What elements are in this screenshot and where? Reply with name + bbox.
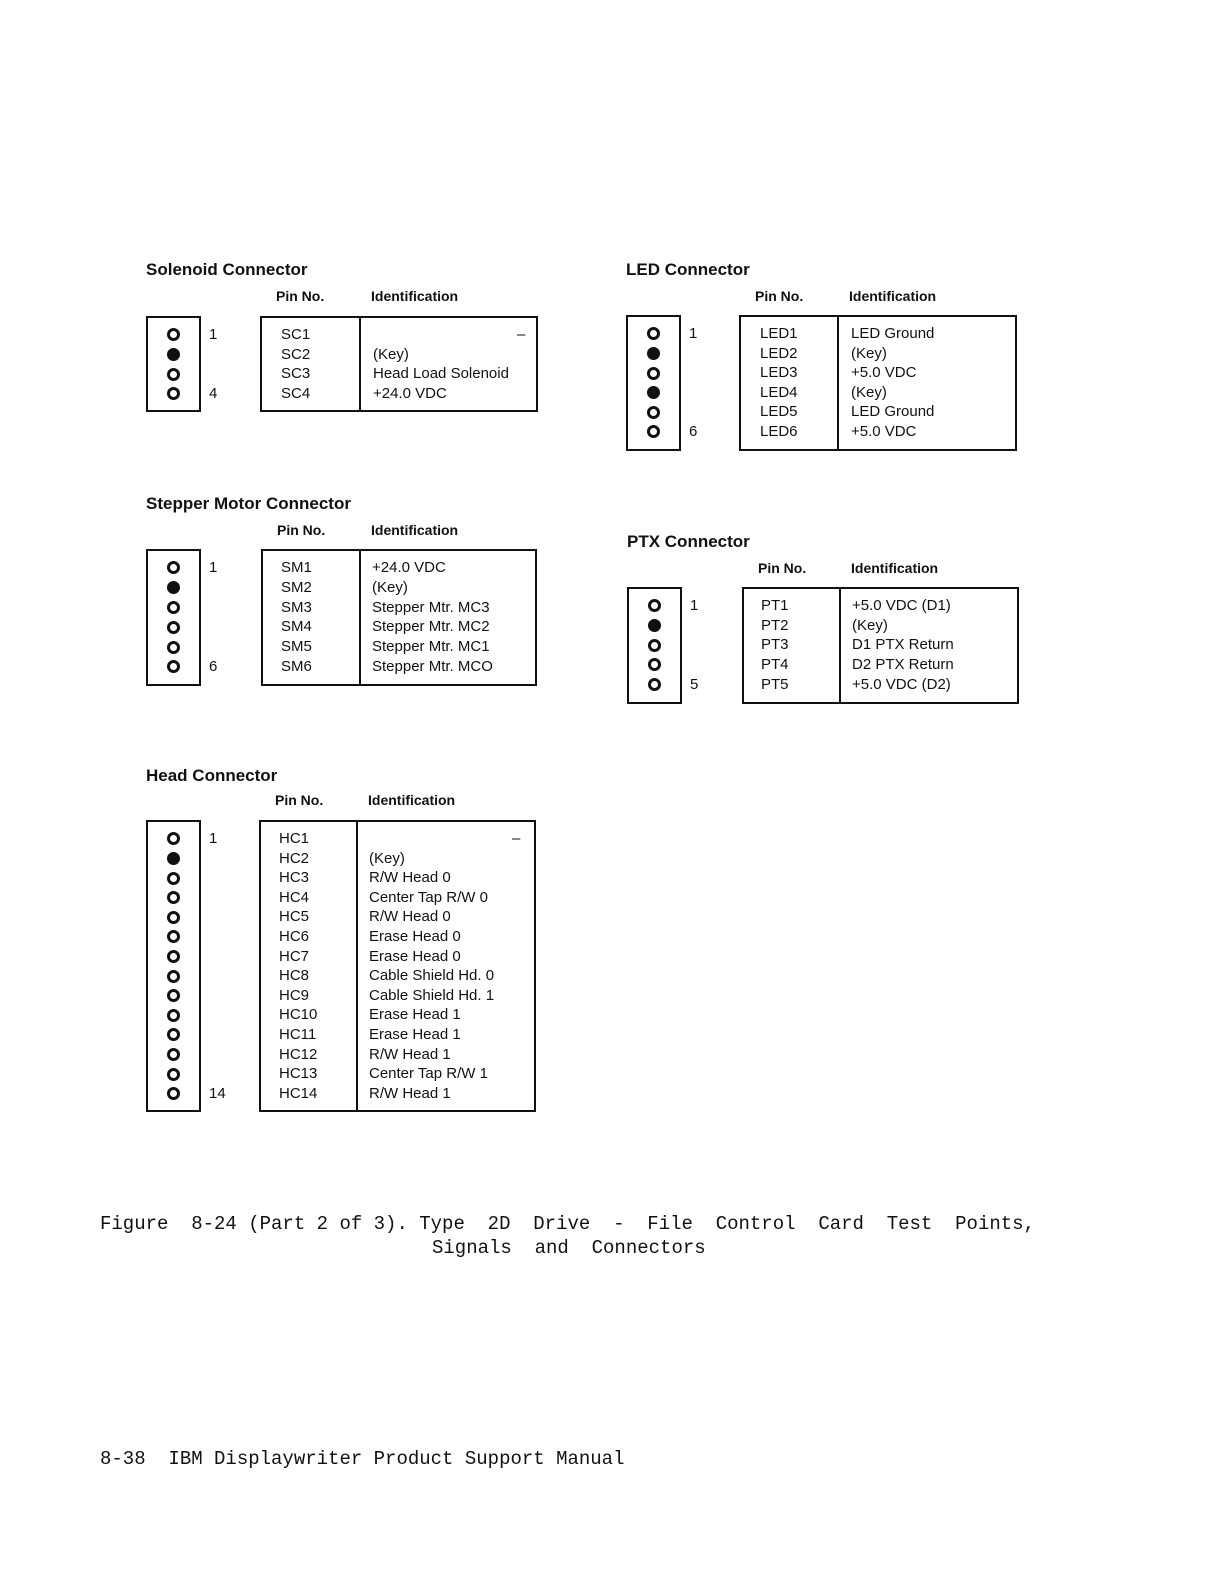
identification-cell: (Key): [369, 849, 405, 867]
column-divider: [356, 822, 358, 1110]
last-pin-number: 14: [209, 1084, 226, 1102]
identification-cell: Center Tap R/W 0: [369, 888, 488, 906]
pin-hole-icon: [167, 891, 180, 904]
connector-title: LED Connector: [626, 260, 750, 279]
pin-no-header: Pin No.: [276, 288, 325, 304]
identification-cell: +24.0 VDC: [372, 559, 446, 576]
pin-no-header: Pin No.: [277, 522, 326, 538]
identification-cell: Erase Head 1: [369, 1006, 461, 1024]
key-pin-icon: [167, 581, 180, 594]
pin-hole-icon: [648, 639, 661, 652]
pin-cell: PT3: [761, 636, 789, 654]
pin-cell: HC2: [279, 849, 310, 867]
first-pin-number: 1: [209, 830, 218, 847]
stepper-motor-connector: [146, 494, 546, 694]
pin-cell: HC6: [279, 928, 310, 945]
identification-cell: Erase Head 0: [369, 947, 461, 965]
column-divider: [359, 318, 361, 410]
identification-cell: +5.0 VDC (D1): [852, 597, 951, 614]
pin-cell: HC9: [279, 986, 310, 1004]
identification-header: Identification: [371, 522, 459, 538]
key-pin-icon: [647, 386, 660, 399]
connector-title: Solenoid Connector: [146, 260, 308, 279]
pin-hole-icon: [167, 387, 180, 400]
identification-cell: (Key): [851, 383, 887, 401]
connector-title: Stepper Motor Connector: [146, 494, 351, 513]
pin-cell: HC5: [279, 908, 310, 926]
connector-title: PTX Connector: [627, 532, 750, 551]
identification-cell: Cable Shield Hd. 0: [369, 967, 495, 985]
figure-caption-line-2: Signals and Connectors: [432, 1237, 706, 1259]
identification-cell: Stepper Mtr. MC2: [372, 618, 490, 636]
pin-cell: HC14: [279, 1084, 318, 1102]
pin-hole-icon: [167, 368, 180, 381]
pin-cell: SM6: [281, 658, 312, 675]
pin-cell: LED3: [760, 364, 798, 382]
pin-diagram: [627, 587, 682, 704]
pin-hole-icon: [167, 621, 180, 634]
pin-diagram: [146, 316, 201, 412]
identification-cell: LED Ground: [851, 403, 935, 421]
pin-table: [261, 549, 537, 686]
key-pin-icon: [167, 852, 180, 865]
pin-hole-icon: [648, 678, 661, 691]
pin-hole-icon: [167, 1048, 180, 1061]
pin-no-header: Pin No.: [275, 792, 324, 808]
last-pin-number: 6: [689, 423, 698, 440]
identification-cell: +5.0 VDC: [851, 423, 917, 440]
identification-header: Identification: [849, 288, 937, 304]
pin-cell: SC3: [281, 365, 311, 383]
last-pin-number: 6: [209, 658, 218, 675]
solenoid-connector: [146, 260, 546, 430]
pin-hole-icon: [167, 911, 180, 924]
pin-cell: LED1: [760, 325, 798, 342]
pin-cell: HC11: [279, 1026, 317, 1043]
pin-cell: SM2: [281, 578, 312, 596]
identification-cell: R/W Head 0: [369, 908, 451, 926]
last-pin-number: 4: [209, 384, 218, 402]
pin-diagram: [146, 820, 201, 1112]
pin-cell: HC13: [279, 1065, 318, 1083]
pin-hole-icon: [167, 970, 180, 983]
pin-cell: PT1: [761, 597, 789, 614]
identification-cell: R/W Head 0: [369, 869, 451, 887]
pin-hole-icon: [167, 872, 180, 885]
pin-hole-icon: [648, 658, 661, 671]
pin-cell: SM5: [281, 638, 312, 656]
key-pin-icon: [167, 348, 180, 361]
pin-cell: HC1: [279, 830, 310, 847]
pin-cell: SC2: [281, 345, 311, 363]
pin-hole-icon: [167, 601, 180, 614]
key-pin-icon: [648, 619, 661, 632]
identification-cell: D1 PTX Return: [852, 636, 954, 654]
column-divider: [837, 317, 839, 449]
last-pin-number: 5: [690, 675, 699, 693]
page-footer: 8-38 IBM Displaywriter Product Support Manual: [100, 1448, 625, 1470]
pin-table: [742, 587, 1019, 704]
pin-table: [259, 820, 536, 1112]
pin-cell: SC4: [281, 384, 311, 402]
pin-cell: SC1: [281, 326, 311, 343]
pin-cell: PT4: [761, 656, 789, 674]
pin-cell: PT2: [761, 616, 789, 634]
first-pin-number: 1: [689, 325, 698, 342]
pin-cell: HC8: [279, 967, 310, 985]
head-connector: [146, 766, 546, 1116]
connector-title: Head Connector: [146, 766, 278, 785]
pin-table: [260, 316, 538, 412]
identification-cell: –: [517, 326, 526, 343]
pin-cell: LED2: [760, 344, 798, 362]
pin-hole-icon: [167, 328, 180, 341]
identification-cell: Erase Head 1: [369, 1026, 461, 1043]
pin-cell: HC4: [279, 888, 310, 906]
identification-header: Identification: [851, 560, 939, 576]
pin-no-header: Pin No.: [755, 288, 804, 304]
pin-hole-icon: [167, 989, 180, 1002]
pin-cell: HC10: [279, 1006, 318, 1024]
pin-hole-icon: [647, 367, 660, 380]
pin-cell: LED4: [760, 383, 798, 401]
identification-cell: (Key): [372, 578, 408, 596]
pin-cell: LED5: [760, 403, 798, 421]
column-divider: [839, 589, 841, 702]
column-divider: [359, 551, 361, 684]
pin-hole-icon: [167, 1009, 180, 1022]
identification-cell: +5.0 VDC (D2): [852, 675, 951, 693]
pin-hole-icon: [167, 950, 180, 963]
identification-cell: Head Load Solenoid: [373, 365, 509, 383]
identification-cell: (Key): [373, 345, 409, 363]
identification-header: Identification: [368, 792, 456, 808]
identification-cell: Stepper Mtr. MC1: [372, 638, 490, 656]
identification-cell: D2 PTX Return: [852, 656, 954, 674]
identification-cell: –: [512, 830, 521, 847]
identification-cell: Center Tap R/W 1: [369, 1065, 488, 1083]
first-pin-number: 1: [209, 326, 218, 343]
pin-cell: HC12: [279, 1045, 318, 1063]
identification-cell: Stepper Mtr. MCO: [372, 658, 493, 675]
pin-hole-icon: [167, 641, 180, 654]
pin-hole-icon: [167, 930, 180, 943]
identification-cell: Cable Shield Hd. 1: [369, 986, 495, 1004]
pin-cell: SM3: [281, 598, 312, 616]
pin-hole-icon: [167, 561, 180, 574]
pin-cell: HC7: [279, 947, 310, 965]
pin-cell: LED6: [760, 423, 798, 440]
first-pin-number: 1: [209, 559, 218, 576]
key-pin-icon: [647, 347, 660, 360]
pin-diagram: [626, 315, 681, 451]
pin-hole-icon: [167, 1087, 180, 1100]
identification-cell: Erase Head 0: [369, 928, 461, 945]
identification-cell: (Key): [851, 344, 887, 362]
pin-hole-icon: [647, 425, 660, 438]
identification-cell: Stepper Mtr. MC3: [372, 598, 490, 616]
pin-no-header: Pin No.: [758, 560, 807, 576]
identification-cell: LED Ground: [851, 325, 935, 342]
pin-hole-icon: [647, 406, 660, 419]
first-pin-number: 1: [690, 597, 699, 614]
pin-hole-icon: [647, 327, 660, 340]
pin-cell: SM1: [281, 559, 312, 576]
led-connector: [626, 260, 1026, 460]
pin-cell: HC3: [279, 869, 310, 887]
identification-cell: +24.0 VDC: [373, 384, 447, 402]
pin-table: [739, 315, 1017, 451]
identification-cell: R/W Head 1: [369, 1045, 451, 1063]
pin-cell: SM4: [281, 618, 312, 636]
pin-hole-icon: [167, 832, 180, 845]
identification-cell: (Key): [852, 616, 888, 634]
pin-hole-icon: [167, 660, 180, 673]
figure-caption-line-1: Figure 8-24 (Part 2 of 3). Type 2D Drive - File Control Card Test Points,: [100, 1213, 1035, 1235]
identification-header: Identification: [371, 288, 459, 304]
pin-hole-icon: [167, 1028, 180, 1041]
pin-hole-icon: [648, 599, 661, 612]
ptx-connector: [627, 532, 1027, 712]
pin-hole-icon: [167, 1068, 180, 1081]
identification-cell: R/W Head 1: [369, 1084, 451, 1102]
pin-cell: PT5: [761, 675, 789, 693]
pin-diagram: [146, 549, 201, 686]
identification-cell: +5.0 VDC: [851, 364, 917, 382]
